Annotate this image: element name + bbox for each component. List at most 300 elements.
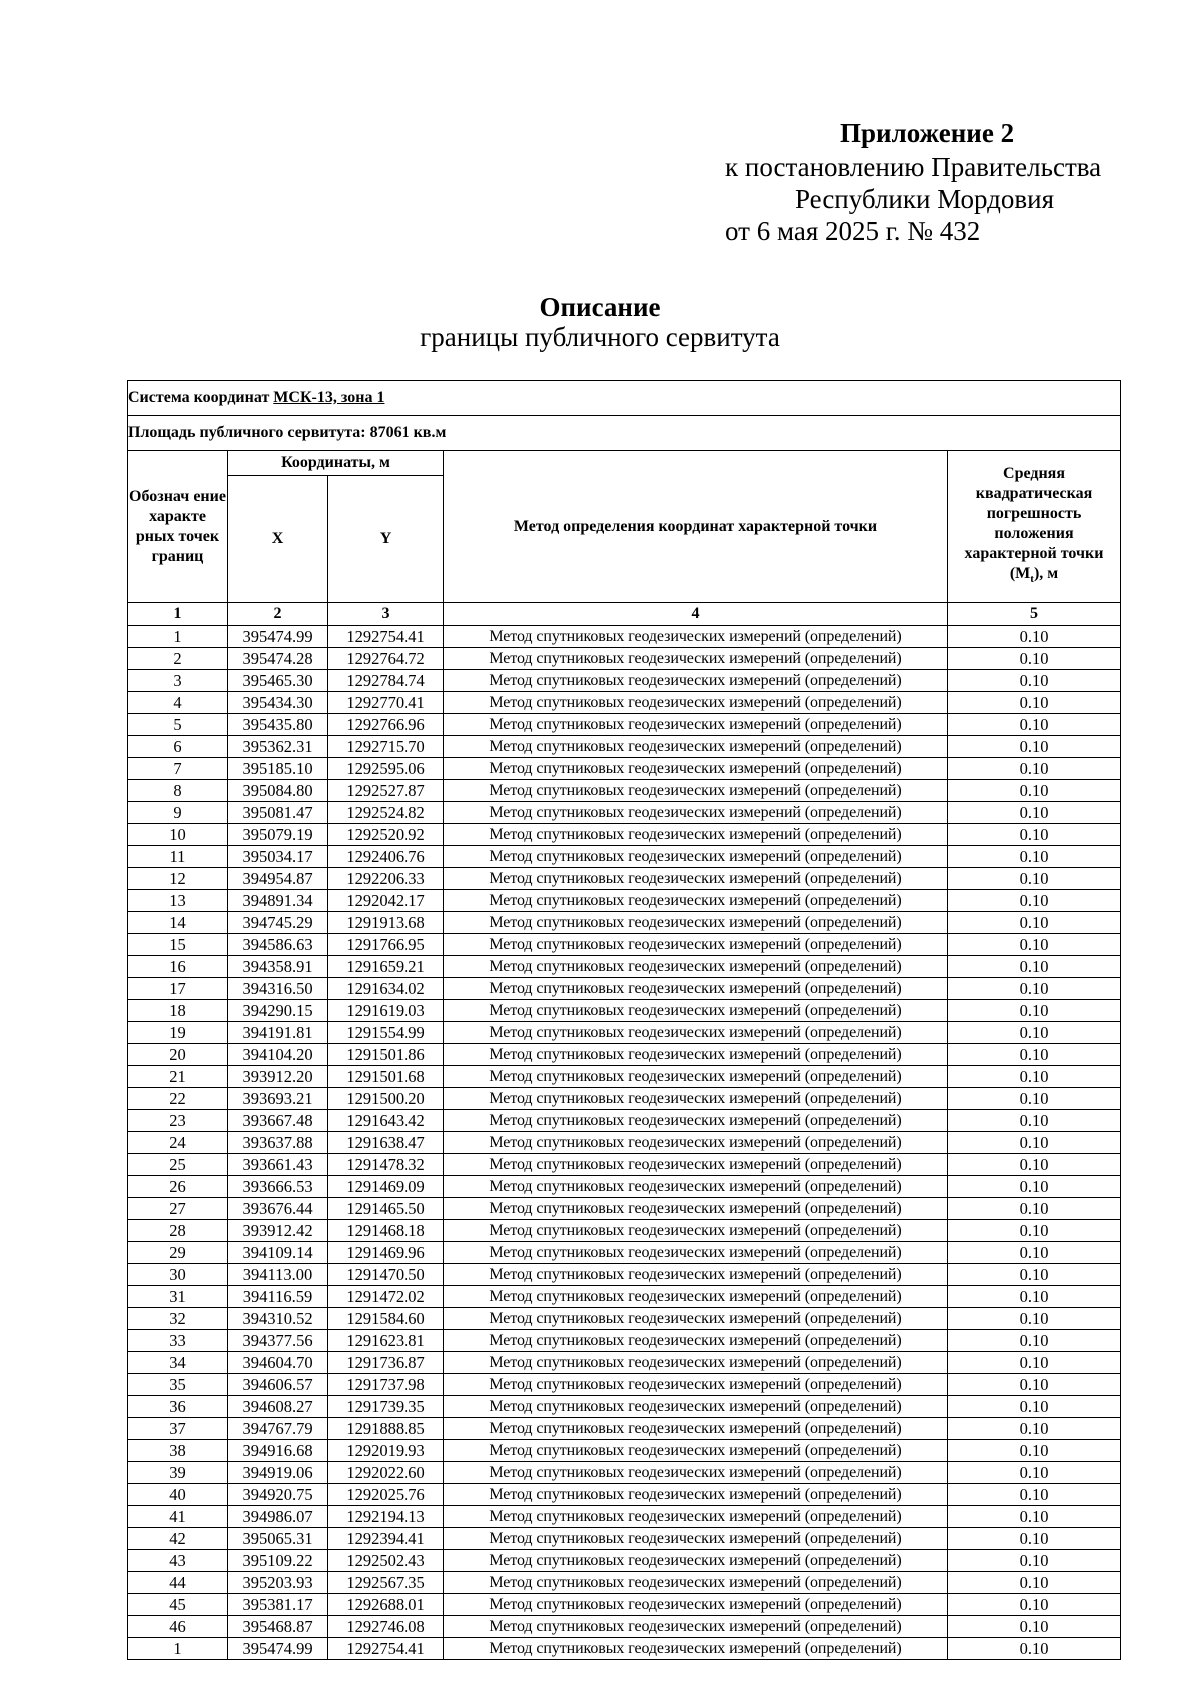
x-coordinate-cell: 394891.34 — [228, 890, 328, 912]
appendix-line-4: от 6 мая 2025 г. № 432 — [725, 216, 981, 246]
x-coordinate-cell: 395079.19 — [228, 824, 328, 846]
point-number-cell: 5 — [128, 714, 228, 736]
point-number-cell: 38 — [128, 1440, 228, 1462]
y-coordinate-cell: 1291478.32 — [328, 1154, 444, 1176]
point-number-cell: 41 — [128, 1506, 228, 1528]
table-row — [128, 1132, 1121, 1154]
method-cell: Метод спутниковых геодезических измерений (определений) — [444, 868, 948, 890]
method-cell: Метод спутниковых геодезических измерений (определений) — [444, 846, 948, 868]
y-coordinate-cell: 1291634.02 — [328, 978, 444, 1000]
method-cell: Метод спутниковых геодезических измерений (определений) — [444, 1550, 948, 1572]
method-cell: Метод спутниковых геодезических измерений (определений) — [444, 1638, 948, 1660]
coord-system-value: МСК-13, зона 1 — [273, 389, 385, 406]
x-coordinate-cell: 394919.06 — [228, 1462, 328, 1484]
accuracy-cell: 0.10 — [948, 670, 1121, 692]
table-row — [128, 1440, 1121, 1462]
method-cell: Метод спутниковых геодезических измерений (определений) — [444, 1528, 948, 1550]
point-number-cell: 30 — [128, 1264, 228, 1286]
table-row — [128, 1484, 1121, 1506]
y-coordinate-cell: 1291736.87 — [328, 1352, 444, 1374]
y-coordinate-cell: 1291470.50 — [328, 1264, 444, 1286]
table-row — [128, 1352, 1121, 1374]
method-cell: Метод спутниковых геодезических измерений (определений) — [444, 1616, 948, 1638]
accuracy-cell: 0.10 — [948, 1638, 1121, 1660]
header-row-1 — [128, 451, 1121, 476]
table-row — [128, 890, 1121, 912]
y-coordinate-cell: 1292715.70 — [328, 736, 444, 758]
point-number-cell: 35 — [128, 1374, 228, 1396]
column-number: 5 — [948, 603, 1121, 626]
y-coordinate-cell: 1291501.86 — [328, 1044, 444, 1066]
point-number-cell: 14 — [128, 912, 228, 934]
point-number-cell: 4 — [128, 692, 228, 714]
method-cell: Метод спутниковых геодезических измерений (определений) — [444, 1440, 948, 1462]
x-coordinate-cell: 395109.22 — [228, 1550, 328, 1572]
accuracy-cell: 0.10 — [948, 1110, 1121, 1132]
x-coordinate-cell: 395362.31 — [228, 736, 328, 758]
x-coordinate-cell: 394745.29 — [228, 912, 328, 934]
area-row — [128, 416, 1121, 451]
point-number-cell: 23 — [128, 1110, 228, 1132]
accuracy-cell: 0.10 — [948, 978, 1121, 1000]
method-cell: Метод спутниковых геодезических измерений (определений) — [444, 1154, 948, 1176]
y-coordinate-cell: 1292754.41 — [328, 1638, 444, 1660]
y-coordinate-cell: 1292502.43 — [328, 1550, 444, 1572]
point-number-cell: 3 — [128, 670, 228, 692]
table-row — [128, 868, 1121, 890]
x-coordinate-cell: 393676.44 — [228, 1198, 328, 1220]
y-coordinate-cell: 1291638.47 — [328, 1132, 444, 1154]
accuracy-cell: 0.10 — [948, 1198, 1121, 1220]
accuracy-cell: 0.10 — [948, 1000, 1121, 1022]
y-coordinate-cell: 1291659.21 — [328, 956, 444, 978]
x-coordinate-cell: 395474.99 — [228, 1638, 328, 1660]
method-cell: Метод спутниковых геодезических измерений (определений) — [444, 1330, 948, 1352]
y-coordinate-cell: 1292194.13 — [328, 1506, 444, 1528]
table-row — [128, 1022, 1121, 1044]
x-coordinate-cell: 395203.93 — [228, 1572, 328, 1594]
method-cell: Метод спутниковых геодезических измерений (определений) — [444, 1022, 948, 1044]
accuracy-cell: 0.10 — [948, 1396, 1121, 1418]
header-accuracy-text: Средняя квадратическая погрешность положения характерной точки (M — [964, 464, 1104, 582]
y-coordinate-cell: 1292520.92 — [328, 824, 444, 846]
x-coordinate-cell: 395434.30 — [228, 692, 328, 714]
table-row — [128, 824, 1121, 846]
method-cell: Метод спутниковых геодезических измерений (определений) — [444, 1462, 948, 1484]
table-row — [128, 1154, 1121, 1176]
y-coordinate-cell: 1292746.08 — [328, 1616, 444, 1638]
method-cell: Метод спутниковых геодезических измерений (определений) — [444, 1506, 948, 1528]
appendix-line-3: Республики Мордовия — [795, 184, 1055, 214]
header-accuracy — [948, 451, 1121, 603]
accuracy-cell: 0.10 — [948, 846, 1121, 868]
accuracy-cell: 0.10 — [948, 1528, 1121, 1550]
x-coordinate-cell: 394116.59 — [228, 1286, 328, 1308]
accuracy-cell: 0.10 — [948, 1374, 1121, 1396]
method-cell: Метод спутниковых геодезических измерений (определений) — [444, 1374, 948, 1396]
point-number-cell: 24 — [128, 1132, 228, 1154]
method-cell: Метод спутниковых геодезических измерений (определений) — [444, 1220, 948, 1242]
accuracy-cell: 0.10 — [948, 1066, 1121, 1088]
table-row — [128, 1044, 1121, 1066]
accuracy-cell: 0.10 — [948, 1132, 1121, 1154]
point-number-cell: 21 — [128, 1066, 228, 1088]
method-cell: Метод спутниковых геодезических измерений (определений) — [444, 1286, 948, 1308]
x-coordinate-cell: 395081.47 — [228, 802, 328, 824]
appendix-title: Приложение 2 — [840, 118, 1015, 148]
accuracy-cell: 0.10 — [948, 1616, 1121, 1638]
accuracy-cell: 0.10 — [948, 736, 1121, 758]
table-row — [128, 736, 1121, 758]
method-cell: Метод спутниковых геодезических измерений (определений) — [444, 692, 948, 714]
x-coordinate-cell: 393693.21 — [228, 1088, 328, 1110]
y-coordinate-cell: 1292042.17 — [328, 890, 444, 912]
method-cell: Метод спутниковых геодезических измерений (определений) — [444, 736, 948, 758]
x-coordinate-cell: 395185.10 — [228, 758, 328, 780]
y-coordinate-cell: 1291469.09 — [328, 1176, 444, 1198]
y-coordinate-cell: 1291619.03 — [328, 1000, 444, 1022]
x-coordinate-cell: 393667.48 — [228, 1110, 328, 1132]
point-number-cell: 46 — [128, 1616, 228, 1638]
table-row — [128, 1330, 1121, 1352]
method-cell: Метод спутниковых геодезических измерений (определений) — [444, 1418, 948, 1440]
column-numbers-row — [128, 603, 1121, 626]
y-coordinate-cell: 1292688.01 — [328, 1594, 444, 1616]
x-coordinate-cell: 395065.31 — [228, 1528, 328, 1550]
point-number-cell: 8 — [128, 780, 228, 802]
method-cell: Метод спутниковых геодезических измерений (определений) — [444, 1572, 948, 1594]
table-row — [128, 1418, 1121, 1440]
table-row — [128, 780, 1121, 802]
accuracy-cell: 0.10 — [948, 1352, 1121, 1374]
header-x: X — [228, 476, 328, 603]
point-number-cell: 40 — [128, 1484, 228, 1506]
method-cell: Метод спутниковых геодезических измерений (определений) — [444, 1088, 948, 1110]
table-row — [128, 1616, 1121, 1638]
point-number-cell: 17 — [128, 978, 228, 1000]
accuracy-cell: 0.10 — [948, 1572, 1121, 1594]
header-coordinates: Координаты, м — [228, 451, 444, 476]
y-coordinate-cell: 1292770.41 — [328, 692, 444, 714]
y-coordinate-cell: 1291766.95 — [328, 934, 444, 956]
accuracy-cell: 0.10 — [948, 758, 1121, 780]
table-row — [128, 1264, 1121, 1286]
table-row — [128, 1176, 1121, 1198]
y-coordinate-cell: 1292019.93 — [328, 1440, 444, 1462]
table-row — [128, 1220, 1121, 1242]
accuracy-cell: 0.10 — [948, 1594, 1121, 1616]
method-cell: Метод спутниковых геодезических измерений (определений) — [444, 626, 948, 648]
column-number: 3 — [328, 603, 444, 626]
x-coordinate-cell: 394290.15 — [228, 1000, 328, 1022]
table-row — [128, 1066, 1121, 1088]
method-cell: Метод спутниковых геодезических измерений (определений) — [444, 648, 948, 670]
table-row — [128, 1242, 1121, 1264]
table-row — [128, 802, 1121, 824]
document-title: Описание — [539, 292, 661, 322]
coord-system-label: Система координат — [128, 389, 274, 406]
y-coordinate-cell: 1292784.74 — [328, 670, 444, 692]
point-number-cell: 33 — [128, 1330, 228, 1352]
table-row — [128, 648, 1121, 670]
accuracy-cell: 0.10 — [948, 1286, 1121, 1308]
accuracy-cell: 0.10 — [948, 1506, 1121, 1528]
accuracy-cell: 0.10 — [948, 868, 1121, 890]
accuracy-cell: 0.10 — [948, 934, 1121, 956]
accuracy-cell: 0.10 — [948, 1220, 1121, 1242]
table-row — [128, 1374, 1121, 1396]
method-cell: Метод спутниковых геодезических измерений (определений) — [444, 1000, 948, 1022]
point-number-cell: 44 — [128, 1572, 228, 1594]
y-coordinate-cell: 1292524.82 — [328, 802, 444, 824]
x-coordinate-cell: 395084.80 — [228, 780, 328, 802]
table-row — [128, 1572, 1121, 1594]
x-coordinate-cell: 395474.99 — [228, 626, 328, 648]
point-number-cell: 31 — [128, 1286, 228, 1308]
accuracy-cell: 0.10 — [948, 1462, 1121, 1484]
x-coordinate-cell: 393666.53 — [228, 1176, 328, 1198]
point-number-cell: 39 — [128, 1462, 228, 1484]
x-coordinate-cell: 394606.57 — [228, 1374, 328, 1396]
table-row — [128, 846, 1121, 868]
point-number-cell: 19 — [128, 1022, 228, 1044]
table-row — [128, 1110, 1121, 1132]
x-coordinate-cell: 394920.75 — [228, 1484, 328, 1506]
x-coordinate-cell: 393661.43 — [228, 1154, 328, 1176]
document-subtitle: границы публичного сервитута — [420, 322, 780, 352]
x-coordinate-cell: 394954.87 — [228, 868, 328, 890]
header-method: Метод определения координат характерной точки — [444, 451, 948, 603]
method-cell: Метод спутниковых геодезических измерений (определений) — [444, 1044, 948, 1066]
method-cell: Метод спутниковых геодезических измерений (определений) — [444, 1484, 948, 1506]
table-row — [128, 1198, 1121, 1220]
table-row — [128, 934, 1121, 956]
method-cell: Метод спутниковых геодезических измерений (определений) — [444, 1132, 948, 1154]
x-coordinate-cell: 394104.20 — [228, 1044, 328, 1066]
x-coordinate-cell: 394113.00 — [228, 1264, 328, 1286]
x-coordinate-cell: 395474.28 — [228, 648, 328, 670]
x-coordinate-cell: 394604.70 — [228, 1352, 328, 1374]
point-number-cell: 45 — [128, 1594, 228, 1616]
column-number: 2 — [228, 603, 328, 626]
point-number-cell: 1 — [128, 1638, 228, 1660]
table-row — [128, 1528, 1121, 1550]
method-cell: Метод спутниковых геодезических измерений (определений) — [444, 1198, 948, 1220]
method-cell: Метод спутниковых геодезических измерений (определений) — [444, 1242, 948, 1264]
point-number-cell: 20 — [128, 1044, 228, 1066]
accuracy-cell: 0.10 — [948, 1484, 1121, 1506]
accuracy-cell: 0.10 — [948, 1242, 1121, 1264]
point-number-cell: 9 — [128, 802, 228, 824]
y-coordinate-cell: 1291500.20 — [328, 1088, 444, 1110]
y-coordinate-cell: 1291501.68 — [328, 1066, 444, 1088]
y-coordinate-cell: 1291465.50 — [328, 1198, 444, 1220]
table-row — [128, 758, 1121, 780]
point-number-cell: 16 — [128, 956, 228, 978]
x-coordinate-cell: 394109.14 — [228, 1242, 328, 1264]
point-number-cell: 1 — [128, 626, 228, 648]
y-coordinate-cell: 1291739.35 — [328, 1396, 444, 1418]
point-number-cell: 27 — [128, 1198, 228, 1220]
accuracy-cell: 0.10 — [948, 648, 1121, 670]
point-number-cell: 2 — [128, 648, 228, 670]
y-coordinate-cell: 1291472.02 — [328, 1286, 444, 1308]
point-number-cell: 10 — [128, 824, 228, 846]
accuracy-cell: 0.10 — [948, 890, 1121, 912]
accuracy-cell: 0.10 — [948, 956, 1121, 978]
method-cell: Метод спутниковых геодезических измерений (определений) — [444, 1066, 948, 1088]
point-number-cell: 29 — [128, 1242, 228, 1264]
x-coordinate-cell: 394586.63 — [228, 934, 328, 956]
point-number-cell: 36 — [128, 1396, 228, 1418]
x-coordinate-cell: 395034.17 — [228, 846, 328, 868]
table-row — [128, 1088, 1121, 1110]
y-coordinate-cell: 1291737.98 — [328, 1374, 444, 1396]
y-coordinate-cell: 1291913.68 — [328, 912, 444, 934]
table-row — [128, 1000, 1121, 1022]
x-coordinate-cell: 394377.56 — [228, 1330, 328, 1352]
x-coordinate-cell: 393637.88 — [228, 1132, 328, 1154]
method-cell: Метод спутниковых геодезических измерений (определений) — [444, 780, 948, 802]
point-number-cell: 42 — [128, 1528, 228, 1550]
column-number: 1 — [128, 603, 228, 626]
table-row — [128, 912, 1121, 934]
point-number-cell: 6 — [128, 736, 228, 758]
point-number-cell: 43 — [128, 1550, 228, 1572]
x-coordinate-cell: 395468.87 — [228, 1616, 328, 1638]
x-coordinate-cell: 393912.20 — [228, 1066, 328, 1088]
method-cell: Метод спутниковых геодезических измерений (определений) — [444, 1396, 948, 1418]
accuracy-cell: 0.10 — [948, 714, 1121, 736]
table-row — [128, 1462, 1121, 1484]
x-coordinate-cell: 394767.79 — [228, 1418, 328, 1440]
table-row — [128, 1594, 1121, 1616]
x-coordinate-cell: 394191.81 — [228, 1022, 328, 1044]
y-coordinate-cell: 1292406.76 — [328, 846, 444, 868]
y-coordinate-cell: 1291643.42 — [328, 1110, 444, 1132]
point-number-cell: 34 — [128, 1352, 228, 1374]
y-coordinate-cell: 1292022.60 — [328, 1462, 444, 1484]
point-number-cell: 37 — [128, 1418, 228, 1440]
y-coordinate-cell: 1291468.18 — [328, 1220, 444, 1242]
table-row — [128, 978, 1121, 1000]
accuracy-cell: 0.10 — [948, 1330, 1121, 1352]
point-number-cell: 12 — [128, 868, 228, 890]
table-row — [128, 1308, 1121, 1330]
method-cell: Метод спутниковых геодезических измерений (определений) — [444, 1308, 948, 1330]
y-coordinate-cell: 1292766.96 — [328, 714, 444, 736]
y-coordinate-cell: 1292567.35 — [328, 1572, 444, 1594]
accuracy-cell: 0.10 — [948, 692, 1121, 714]
point-number-cell: 26 — [128, 1176, 228, 1198]
method-cell: Метод спутниковых геодезических измерений (определений) — [444, 1110, 948, 1132]
point-number-cell: 28 — [128, 1220, 228, 1242]
point-number-cell: 22 — [128, 1088, 228, 1110]
method-cell: Метод спутниковых геодезических измерений (определений) — [444, 978, 948, 1000]
accuracy-cell: 0.10 — [948, 1264, 1121, 1286]
method-cell: Метод спутниковых геодезических измерений (определений) — [444, 758, 948, 780]
y-coordinate-cell: 1292206.33 — [328, 868, 444, 890]
method-cell: Метод спутниковых геодезических измерений (определений) — [444, 824, 948, 846]
y-coordinate-cell: 1292595.06 — [328, 758, 444, 780]
header-accuracy-suffix: ), м — [1033, 564, 1059, 582]
x-coordinate-cell: 394986.07 — [228, 1506, 328, 1528]
accuracy-cell: 0.10 — [948, 1550, 1121, 1572]
x-coordinate-cell: 395381.17 — [228, 1594, 328, 1616]
x-coordinate-cell: 395465.30 — [228, 670, 328, 692]
header-point-designation: Обознач ение характе рных точек границ — [128, 451, 228, 603]
x-coordinate-cell: 394916.68 — [228, 1440, 328, 1462]
point-number-cell: 25 — [128, 1154, 228, 1176]
table-row — [128, 956, 1121, 978]
y-coordinate-cell: 1291584.60 — [328, 1308, 444, 1330]
point-number-cell: 11 — [128, 846, 228, 868]
coord-system-row — [128, 381, 1121, 416]
column-number: 4 — [444, 603, 948, 626]
table-row — [128, 1396, 1121, 1418]
method-cell: Метод спутниковых геодезических измерений (определений) — [444, 1594, 948, 1616]
x-coordinate-cell: 395435.80 — [228, 714, 328, 736]
method-cell: Метод спутниковых геодезических измерений (определений) — [444, 1264, 948, 1286]
point-number-cell: 18 — [128, 1000, 228, 1022]
x-coordinate-cell: 394608.27 — [228, 1396, 328, 1418]
coord-system-cell — [128, 381, 1121, 416]
area-cell: Площадь публичного сервитута: 87061 кв.м — [128, 416, 1121, 451]
y-coordinate-cell: 1291554.99 — [328, 1022, 444, 1044]
point-number-cell: 15 — [128, 934, 228, 956]
method-cell: Метод спутниковых геодезических измерений (определений) — [444, 934, 948, 956]
method-cell: Метод спутниковых геодезических измерений (определений) — [444, 670, 948, 692]
y-coordinate-cell: 1292025.76 — [328, 1484, 444, 1506]
appendix-line-2: к постановлению Правительства — [725, 152, 1102, 182]
y-coordinate-cell: 1291623.81 — [328, 1330, 444, 1352]
y-coordinate-cell: 1292527.87 — [328, 780, 444, 802]
table-row — [128, 626, 1121, 648]
coordinates-table — [127, 380, 1121, 1660]
table-row — [128, 1506, 1121, 1528]
accuracy-cell: 0.10 — [948, 1044, 1121, 1066]
y-coordinate-cell: 1292754.41 — [328, 626, 444, 648]
point-number-cell: 32 — [128, 1308, 228, 1330]
y-coordinate-cell: 1292764.72 — [328, 648, 444, 670]
x-coordinate-cell: 393912.42 — [228, 1220, 328, 1242]
accuracy-cell: 0.10 — [948, 780, 1121, 802]
header-accuracy-sub: t — [1030, 573, 1034, 586]
method-cell: Метод спутниковых геодезических измерений (определений) — [444, 714, 948, 736]
method-cell: Метод спутниковых геодезических измерений (определений) — [444, 1352, 948, 1374]
x-coordinate-cell: 394316.50 — [228, 978, 328, 1000]
x-coordinate-cell: 394358.91 — [228, 956, 328, 978]
table-row — [128, 1638, 1121, 1660]
method-cell: Метод спутниковых геодезических измерений (определений) — [444, 1176, 948, 1198]
method-cell: Метод спутниковых геодезических измерений (определений) — [444, 912, 948, 934]
accuracy-cell: 0.10 — [948, 1440, 1121, 1462]
method-cell: Метод спутниковых геодезических измерений (определений) — [444, 956, 948, 978]
method-cell: Метод спутниковых геодезических измерений (определений) — [444, 802, 948, 824]
accuracy-cell: 0.10 — [948, 802, 1121, 824]
y-coordinate-cell: 1291888.85 — [328, 1418, 444, 1440]
accuracy-cell: 0.10 — [948, 1154, 1121, 1176]
accuracy-cell: 0.10 — [948, 1088, 1121, 1110]
table-row — [128, 670, 1121, 692]
accuracy-cell: 0.10 — [948, 912, 1121, 934]
accuracy-cell: 0.10 — [948, 1418, 1121, 1440]
accuracy-cell: 0.10 — [948, 824, 1121, 846]
y-coordinate-cell: 1291469.96 — [328, 1242, 444, 1264]
y-coordinate-cell: 1292394.41 — [328, 1528, 444, 1550]
table-row — [128, 1550, 1121, 1572]
accuracy-cell: 0.10 — [948, 1022, 1121, 1044]
